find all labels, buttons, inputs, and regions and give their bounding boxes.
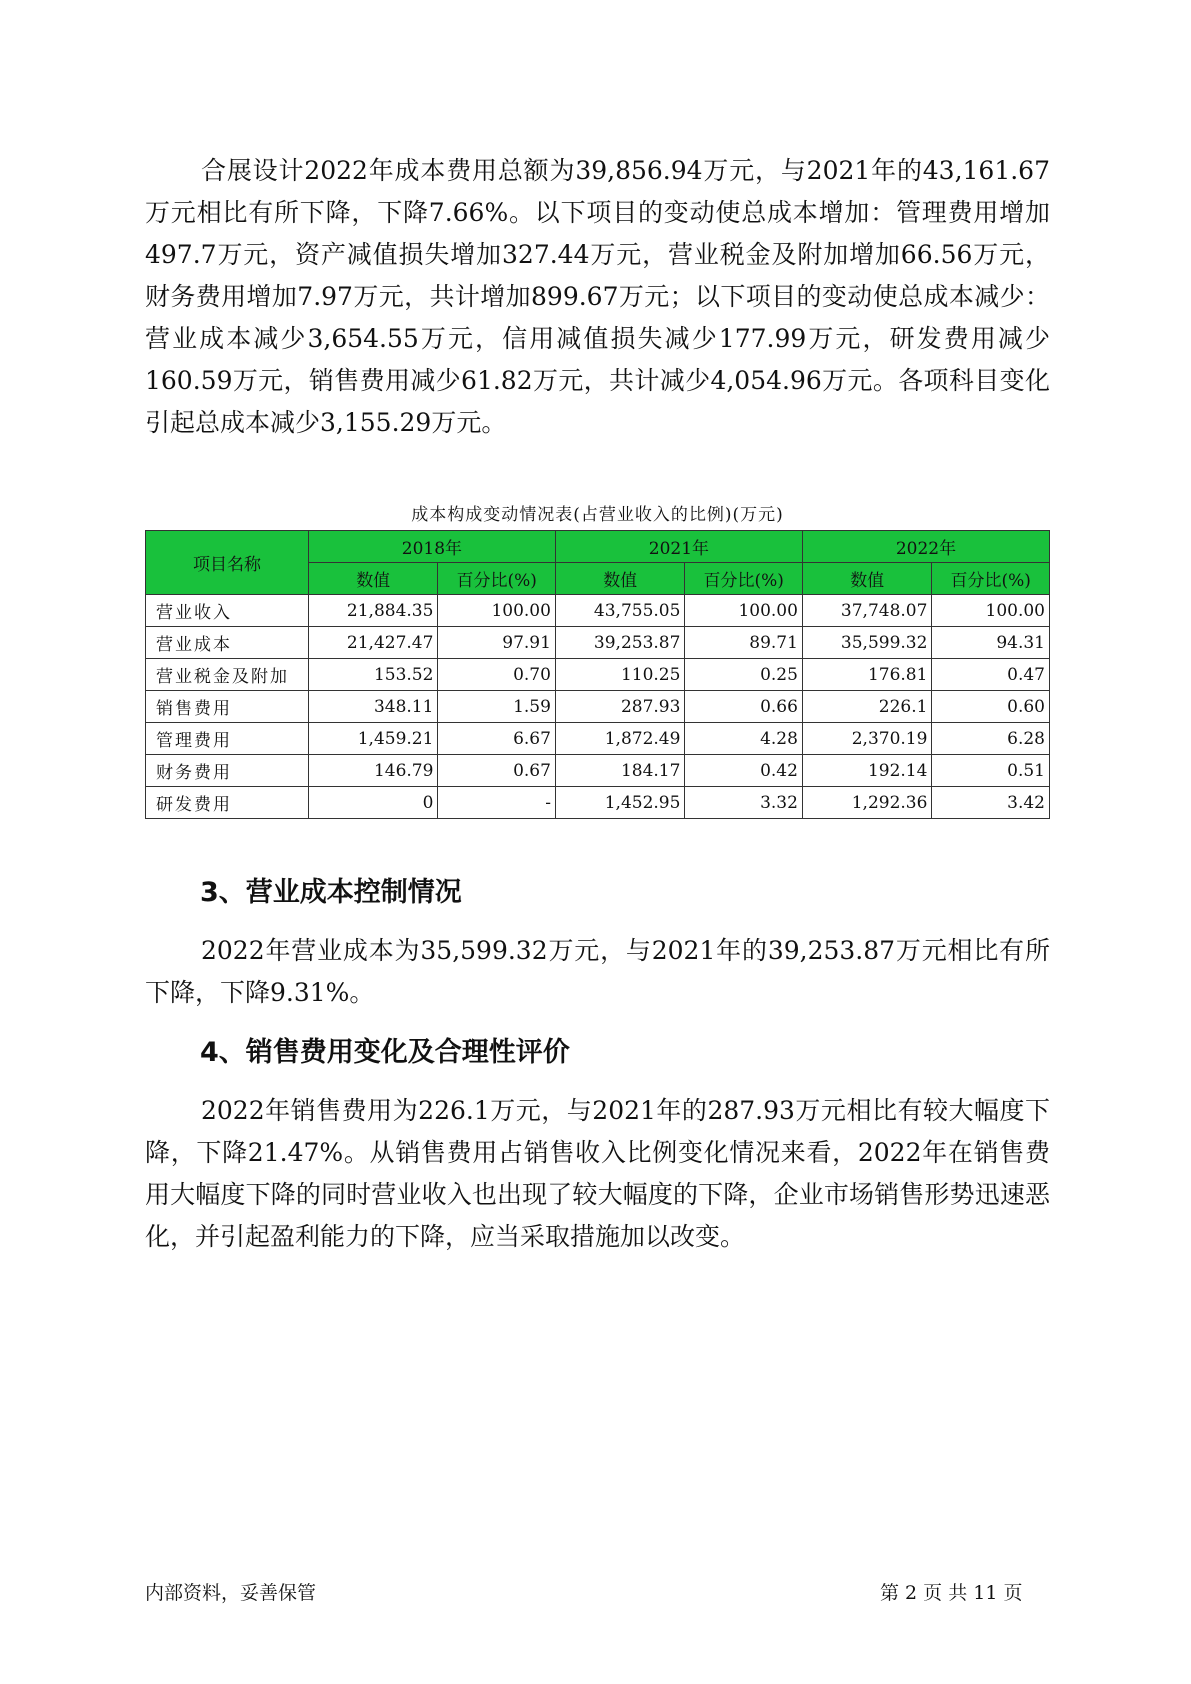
table-row [146, 723, 1050, 755]
value-cell: 192.14 [802, 755, 932, 787]
value-cell: 110.25 [555, 659, 685, 691]
row-label: 财务费用 [146, 755, 309, 787]
value-cell: 1,292.36 [802, 787, 932, 819]
table-row [146, 691, 1050, 723]
value-cell: 39,253.87 [555, 627, 685, 659]
value-cell: 35,599.32 [802, 627, 932, 659]
percent-cell: - [438, 787, 556, 819]
value-cell: 21,427.47 [308, 627, 438, 659]
percent-cell: 0.66 [685, 691, 803, 723]
value-cell: 1,452.95 [555, 787, 685, 819]
value-cell: 176.81 [802, 659, 932, 691]
header-item-name: 项目名称 [146, 531, 309, 595]
header-year-2022: 2022年 [802, 531, 1049, 563]
percent-cell: 4.28 [685, 723, 803, 755]
percent-cell: 0.51 [932, 755, 1050, 787]
header-value: 数值 [802, 563, 932, 595]
value-cell: 37,748.07 [802, 595, 932, 627]
value-cell: 43,755.05 [555, 595, 685, 627]
row-label: 营业税金及附加 [146, 659, 309, 691]
value-cell: 21,884.35 [308, 595, 438, 627]
value-cell: 2,370.19 [802, 723, 932, 755]
table-row [146, 787, 1050, 819]
table-caption: 成本构成变动情况表(占营业收入的比例)(万元) [411, 505, 784, 525]
percent-cell: 1.59 [438, 691, 556, 723]
value-cell: 287.93 [555, 691, 685, 723]
section-heading-sales-expense: 4、销售费用变化及合理性评价 [200, 1037, 570, 1068]
header-year-2018: 2018年 [308, 531, 555, 563]
value-cell: 184.17 [555, 755, 685, 787]
row-label: 管理费用 [146, 723, 309, 755]
paragraph-cost-summary: 合展设计2022年成本费用总额为39,856.94万元，与2021年的43,161.67万元相比有所下降，下降7.66%。以下项目的变动使总成本增加：管理费用增加497.7万元，资产减值损失增加327.44万元，营业税金及附加增加66.56万元，财务费用增加7.97万元，共计增加899.67万元；以下项目的变动使总成本减少：营业成本减少3,654.55万元，信用减值损失减少177.99万元，研发费用减少160.59万元，销售费用减少61.82万元，共计减少4,054.96万元。各项科目变化引起总成本减少3,155.29万元。 [145, 156, 1050, 437]
percent-cell: 3.32 [685, 787, 803, 819]
value-cell: 0 [308, 787, 438, 819]
row-label: 营业收入 [146, 595, 309, 627]
header-value: 数值 [308, 563, 438, 595]
value-cell: 226.1 [802, 691, 932, 723]
table-row [146, 595, 1050, 627]
value-cell: 146.79 [308, 755, 438, 787]
row-label: 营业成本 [146, 627, 309, 659]
percent-cell: 0.67 [438, 755, 556, 787]
table-row [146, 627, 1050, 659]
table-row [146, 755, 1050, 787]
paragraph-operating-cost: 2022年营业成本为35,599.32万元，与2021年的39,253.87万元相比有所下降，下降9.31%。 [145, 936, 1050, 1007]
header-percent: 百分比(%) [438, 563, 556, 595]
percent-cell: 97.91 [438, 627, 556, 659]
percent-cell: 100.00 [438, 595, 556, 627]
value-cell: 153.52 [308, 659, 438, 691]
footer-page-number: 第 2 页 共 11 页 [880, 1582, 1023, 1604]
percent-cell: 0.70 [438, 659, 556, 691]
header-percent: 百分比(%) [685, 563, 803, 595]
header-year-2021: 2021年 [555, 531, 802, 563]
row-label: 销售费用 [146, 691, 309, 723]
percent-cell: 0.47 [932, 659, 1050, 691]
percent-cell: 3.42 [932, 787, 1050, 819]
percent-cell: 0.25 [685, 659, 803, 691]
percent-cell: 0.60 [932, 691, 1050, 723]
cost-structure-table [145, 530, 1050, 819]
percent-cell: 100.00 [932, 595, 1050, 627]
percent-cell: 94.31 [932, 627, 1050, 659]
percent-cell: 89.71 [685, 627, 803, 659]
section-heading-operating-cost: 3、营业成本控制情况 [200, 877, 462, 908]
header-value: 数值 [555, 563, 685, 595]
value-cell: 348.11 [308, 691, 438, 723]
value-cell: 1,872.49 [555, 723, 685, 755]
paragraph-sales-expense: 2022年销售费用为226.1万元，与2021年的287.93万元相比有较大幅度下降，下降21.47%。从销售费用占销售收入比例变化情况来看，2022年在销售费用大幅度下降的同时营业收入也出现了较大幅度的下降，企业市场销售形势迅速恶化，并引起盈利能力的下降，应当采取措施加以改变。 [145, 1096, 1050, 1251]
table-row [146, 659, 1050, 691]
value-cell: 1,459.21 [308, 723, 438, 755]
header-percent: 百分比(%) [932, 563, 1050, 595]
percent-cell: 100.00 [685, 595, 803, 627]
percent-cell: 0.42 [685, 755, 803, 787]
footer-confidential-note: 内部资料，妥善保管 [145, 1582, 317, 1604]
percent-cell: 6.67 [438, 723, 556, 755]
row-label: 研发费用 [146, 787, 309, 819]
percent-cell: 6.28 [932, 723, 1050, 755]
table-body [146, 595, 1050, 819]
